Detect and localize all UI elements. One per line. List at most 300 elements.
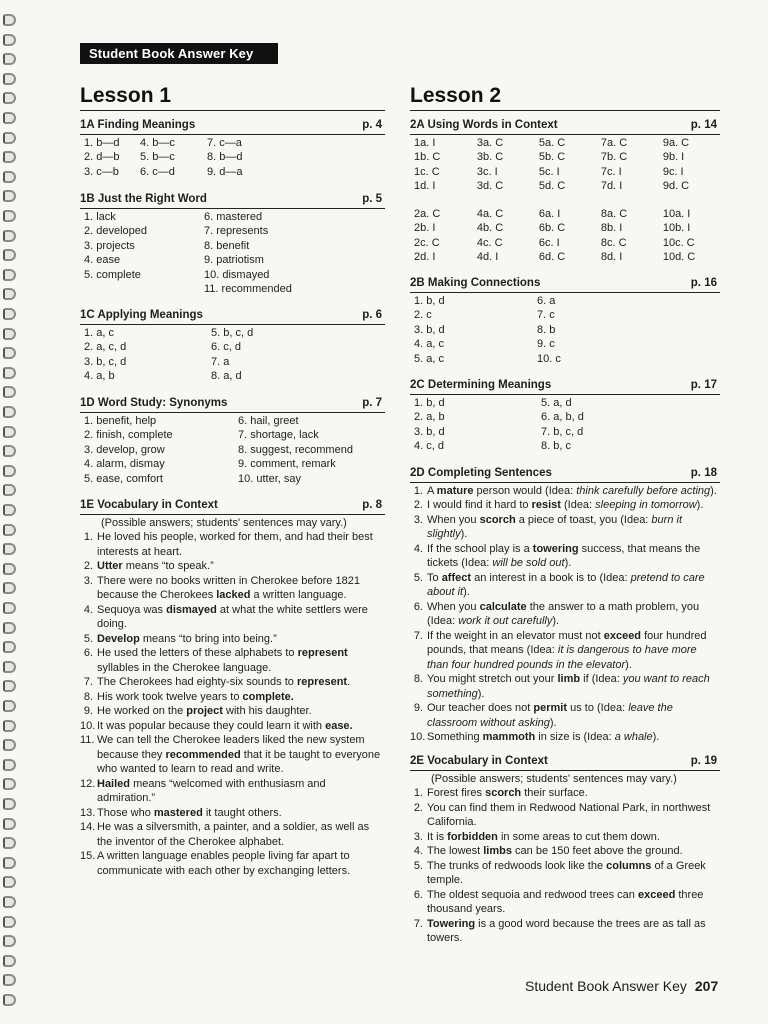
text-segment: is a good word because the trees are as tall as towers. [427, 917, 706, 944]
text-segment: I would find it hard to [427, 499, 532, 511]
answer-cell: 1. benefit, help [84, 414, 157, 427]
vocab-word: calculate [479, 600, 527, 613]
answer-cell: 6a. I [538, 207, 561, 220]
answer-cell: 7. c [537, 309, 555, 321]
answer-cell: 4a. C [476, 207, 504, 220]
binding-ring [3, 818, 16, 830]
answer-row [410, 165, 720, 180]
text-segment: of a Greek temple. [427, 859, 706, 886]
item-number: 6. [83, 647, 93, 659]
binding-ring [3, 700, 16, 712]
item-number: 6. [413, 888, 423, 901]
item-number: 4. [83, 603, 93, 616]
item-text [427, 672, 720, 701]
answer-cell: 3. b, d [414, 425, 445, 438]
binding-ring [3, 445, 16, 457]
answer-cell: 7. a [211, 355, 230, 368]
answer-item [410, 513, 720, 542]
answer-cell: 2b. I [414, 222, 436, 234]
item-text [427, 701, 720, 730]
answer-cell: 2. d—b [84, 151, 120, 163]
binding-ring [3, 759, 16, 771]
answer-cell: 2. a, c, d [84, 341, 127, 353]
vocab-word: towering [532, 542, 579, 555]
answer-item [410, 830, 720, 845]
answer-row [410, 410, 720, 425]
answer-row [80, 282, 385, 297]
item-text [97, 777, 385, 806]
binding-ring [3, 994, 16, 1006]
text-segment: A written language enables people living far apart to communicate with each other by exchanging letters. [97, 850, 351, 877]
binding-ring [3, 837, 16, 849]
page-ref: p. 5 [362, 193, 382, 205]
item-number: 10. [410, 731, 426, 743]
binding-ring [3, 974, 16, 986]
answer-cell: 7. b, c, d [541, 425, 584, 438]
text-segment: You can find them in Redwood National Park, in northwest California. [427, 801, 711, 828]
item-text [427, 498, 720, 513]
answer-row [80, 472, 385, 487]
item-number: 9. [83, 705, 93, 717]
answer-cell: 10. utter, say [238, 472, 301, 485]
answer-cell: 6d. C [538, 251, 566, 263]
text-segment: When you [427, 513, 480, 526]
binding-ring [3, 210, 16, 222]
answer-grid [410, 396, 720, 454]
item-number: 1. [83, 531, 93, 543]
binding-ring [3, 288, 16, 300]
answer-row [80, 326, 385, 341]
answer-cell: 4. a, b [84, 370, 115, 382]
vocab-word: mastered [153, 806, 203, 819]
answer-grid [80, 414, 385, 487]
answer-cell: 1. b, d [414, 396, 445, 409]
text-segment: their surface. [521, 787, 588, 799]
item-number: 9. [413, 702, 423, 714]
answer-item [410, 859, 720, 888]
binding-ring [3, 465, 16, 477]
answer-cell: 2. a, b [414, 411, 445, 423]
answer-cell: 4b. C [476, 222, 504, 234]
answer-cell: 8a. C [600, 207, 628, 220]
answer-item [410, 571, 720, 600]
answer-cell: 6. c—d [140, 165, 175, 178]
answer-item [80, 719, 385, 734]
answer-row [410, 150, 720, 165]
answer-item [80, 777, 385, 806]
binding-ring [3, 367, 16, 379]
answer-cell: 6c. I [538, 236, 560, 249]
vocab-word: ease. [325, 719, 353, 732]
binding-ring [3, 230, 16, 242]
item-number: 5. [413, 859, 423, 872]
answer-cell: 5. b—c [140, 151, 175, 163]
item-number: 3. [413, 830, 423, 843]
text-segment: a written language. [250, 589, 347, 601]
text-segment: If the weight in an elevator must not [427, 629, 604, 642]
lesson-1-title: Lesson 1 [80, 84, 385, 111]
answer-item [410, 888, 720, 917]
answer-cell: 5b. C [538, 151, 566, 163]
item-number: 8. [413, 673, 423, 685]
vocab-word: Hailed [97, 777, 131, 790]
binding-ring [3, 14, 16, 26]
answer-row [80, 428, 385, 443]
answer-item [410, 786, 720, 801]
binding-ring [3, 582, 16, 594]
binding-ring [3, 876, 16, 888]
answer-cell: 2d. I [414, 251, 436, 263]
answer-row [410, 308, 720, 323]
answer-item [80, 704, 385, 719]
item-number: 8. [83, 690, 93, 703]
vocab-word: mature [436, 484, 474, 497]
answer-row [410, 337, 720, 352]
vocab-word: complete. [242, 690, 294, 703]
binding-ring [3, 563, 16, 575]
answer-cell: 8. b—d [207, 151, 243, 163]
answer-row [80, 136, 385, 151]
item-number: 7. [413, 629, 423, 642]
answer-row [80, 340, 385, 355]
answer-cell: 2. developed [84, 225, 147, 237]
text-segment: an interest in a book is to (Idea: [471, 571, 631, 584]
item-text [97, 820, 385, 849]
item-text [97, 530, 385, 559]
answer-cell: 3. c—b [84, 165, 119, 178]
answer-row [410, 439, 720, 454]
answer-row [410, 136, 720, 151]
vocab-word: exceed [637, 888, 676, 901]
possible-answers-note: (Possible answers; students' sentences may vary.) [431, 772, 677, 785]
answer-item [410, 484, 720, 499]
answer-row [80, 239, 385, 254]
answer-cell: 8c. C [600, 236, 627, 249]
answer-cell: 5. b, c, d [211, 326, 254, 339]
answer-row [410, 250, 720, 265]
answer-cell: 5a. C [538, 136, 566, 149]
vocab-word: scorch [485, 787, 522, 799]
answer-key-banner: Student Book Answer Key [80, 43, 278, 64]
lesson-2-title: Lesson 2 [410, 84, 720, 111]
answer-cell: 7a. C [600, 136, 628, 149]
answer-cell: 4d. I [476, 251, 499, 263]
idea-text: sleeping in tomorrow [595, 499, 697, 511]
item-text [427, 513, 720, 542]
item-number: 11. [80, 734, 95, 746]
vocab-word: exceed [603, 629, 642, 642]
section-header [410, 466, 720, 483]
vocab-word: represent [296, 676, 348, 688]
binding-ring [3, 798, 16, 810]
item-text [427, 844, 720, 859]
answer-cell: 10d. C [662, 251, 696, 263]
item-number: 6. [413, 600, 423, 613]
item-text [427, 859, 720, 888]
section-2c [410, 378, 720, 454]
section-header [80, 118, 385, 135]
answer-cell: 5. complete [84, 268, 141, 281]
answer-row [80, 355, 385, 370]
section-title: 2E Vocabulary in Context [410, 755, 548, 767]
answer-cell: 1d. I [414, 180, 436, 192]
section-title: 2C Determining Meanings [410, 379, 552, 391]
vocab-word: scorch [479, 513, 516, 526]
answer-cell: 10c. C [662, 236, 695, 249]
answer-cell: 4. b—c [140, 136, 175, 149]
text-segment: means “welcomed with enthusiasm and admiration.” [97, 777, 326, 804]
answer-item [410, 844, 720, 859]
answer-item [410, 498, 720, 513]
answer-cell: 9. d—a [207, 165, 243, 178]
text-segment: ). [463, 586, 470, 598]
binding-ring [3, 190, 16, 202]
text-segment: He used the letters of these alphabets to [97, 647, 298, 659]
binding-ring [3, 622, 16, 634]
text-segment: . [347, 676, 351, 688]
answer-grid [80, 136, 385, 180]
idea-text: a whale [614, 731, 653, 743]
answer-item [80, 806, 385, 821]
answer-cell: 1. lack [84, 210, 116, 223]
answer-row [410, 323, 720, 338]
answer-cell: 4. ease [84, 254, 121, 266]
answer-grid [410, 136, 720, 265]
answer-cell: 7. shortage, lack [238, 429, 319, 441]
item-text [97, 646, 385, 675]
section-header [80, 192, 385, 209]
section-title: 2B Making Connections [410, 277, 541, 289]
text-segment: three thousand years. [427, 888, 704, 915]
binding-ring [3, 386, 16, 398]
section-title: 1C Applying Meanings [80, 309, 203, 321]
text-segment: Those who [97, 806, 154, 819]
page-ref: p. 8 [362, 499, 382, 511]
answer-item [410, 542, 720, 571]
binding-ring [3, 524, 16, 536]
binding-ring [3, 857, 16, 869]
text-segment: person would (Idea: [473, 484, 577, 497]
item-number: 2. [413, 499, 423, 511]
answer-row [410, 425, 720, 440]
answer-cell: 7c. I [600, 165, 622, 178]
binding-ring [3, 739, 16, 751]
answer-item [80, 603, 385, 632]
answer-row [80, 369, 385, 384]
text-segment: a piece of toast, you (Idea: [515, 513, 652, 526]
text-segment: ). [552, 615, 560, 627]
item-number: 5. [413, 571, 423, 584]
answer-cell: 3. b, c, d [84, 355, 127, 368]
text-segment: means “to bring into being.” [139, 632, 277, 645]
answer-cell: 9b. I [662, 151, 685, 163]
vocab-word: recommended [165, 748, 241, 761]
answer-item [410, 730, 720, 745]
text-segment: A [427, 484, 437, 497]
text-segment: in size is (Idea: [535, 731, 615, 743]
text-segment: The lowest [427, 845, 484, 857]
answer-row [410, 221, 720, 236]
answer-cell: 4. a, c [414, 338, 444, 350]
item-number: 12. [80, 777, 96, 790]
answer-cell: 2c. C [414, 236, 440, 249]
text-segment: You might stretch out your [427, 673, 558, 685]
answer-cell: 8. b [537, 323, 556, 336]
answer-item [80, 675, 385, 690]
answer-list [410, 484, 720, 745]
answer-item [80, 849, 385, 878]
section-title: 1E Vocabulary in Context [80, 499, 218, 511]
text-segment: ). [460, 528, 468, 540]
text-segment: Something [427, 731, 483, 743]
text-segment: it taught others. [202, 806, 282, 819]
item-text [97, 574, 385, 603]
section-header [80, 308, 385, 325]
answer-cell [84, 282, 204, 297]
answer-cell: 4. c, d [414, 440, 444, 452]
answer-row [80, 443, 385, 458]
page-ref: p. 19 [690, 755, 717, 767]
vocab-word: Utter [97, 560, 123, 572]
item-number: 3. [83, 574, 93, 587]
answer-cell: 7b. C [600, 151, 628, 163]
text-segment: There were no books written in Cherokee before 1821 because the Cherokees [97, 574, 360, 601]
item-text [427, 542, 720, 571]
binding-ring [3, 151, 16, 163]
item-text [97, 690, 385, 705]
answer-cell: 2a. C [414, 207, 441, 220]
answer-cell: 1. a, c [84, 326, 114, 339]
binding-ring [3, 132, 16, 144]
binding-ring [3, 328, 16, 340]
section-header [80, 396, 385, 413]
text-segment: ). [549, 716, 557, 729]
text-segment: His work took twelve years to [97, 690, 243, 703]
text-segment: ). [477, 687, 485, 700]
answer-item [410, 801, 720, 830]
binding-ring [3, 680, 16, 692]
text-segment: It was popular because they could learn it with [97, 719, 326, 732]
answer-item [80, 733, 385, 777]
item-text [97, 603, 385, 632]
answer-cell: 5d. C [538, 180, 566, 192]
section-2a [410, 118, 720, 265]
section-1d [80, 396, 385, 486]
answer-cell: 10a. I [662, 207, 691, 220]
binding-ring [3, 935, 16, 947]
answer-cell: 1b. C [414, 151, 441, 163]
answer-cell: 5. ease, comfort [84, 472, 163, 485]
binding-ring [3, 543, 16, 555]
section-header [410, 276, 720, 293]
text-segment: He was a silversmith, a painter, and a soldier, as well as the inventor of the Cherokee alphabet. [97, 821, 370, 848]
answer-cell: 10. c [537, 352, 561, 365]
idea-text: pretend to care about it [427, 571, 705, 598]
item-number: 1. [413, 484, 423, 497]
item-number: 4. [413, 845, 423, 857]
binding-ring [3, 504, 16, 516]
binding-ring [3, 34, 16, 46]
answer-cell: 8. suggest, recommend [238, 443, 353, 456]
item-text [97, 559, 385, 574]
item-number: 7. [83, 676, 93, 688]
item-text [427, 484, 720, 499]
section-2d [410, 466, 720, 745]
binding-ring [3, 308, 16, 320]
answer-row [80, 165, 385, 180]
vocab-word: limbs [483, 845, 512, 857]
answer-cell: 6. a, b, d [541, 411, 584, 423]
section-header [410, 754, 720, 771]
answer-item [80, 530, 385, 559]
binding-ring [3, 484, 16, 496]
answer-item [80, 559, 385, 574]
text-segment: at what the white settlers were doing. [97, 603, 368, 630]
answer-item [410, 629, 720, 673]
answer-row [410, 396, 720, 411]
binding-ring [3, 641, 16, 653]
item-text [427, 917, 720, 946]
answer-row [80, 414, 385, 429]
answer-grid [80, 210, 385, 297]
text-segment: Our teacher does not [427, 702, 534, 714]
answer-cell: 10. dismayed [204, 268, 270, 281]
text-segment: The trunks of redwoods look like the [427, 859, 607, 872]
answer-item [80, 632, 385, 647]
item-text [97, 719, 385, 734]
answer-cell: 6. mastered [204, 210, 263, 223]
answer-item [410, 600, 720, 629]
item-text [427, 600, 720, 629]
text-segment: ). [696, 499, 704, 511]
possible-answers-note: (Possible answers; students' sentences may vary.) [101, 516, 347, 529]
text-segment: Sequoya was [97, 603, 167, 616]
answer-cell: 6b. C [538, 222, 566, 234]
binding-ring [3, 92, 16, 104]
answer-row [410, 236, 720, 251]
text-segment: syllables in the Cherokee language. [97, 661, 272, 674]
text-segment: To [427, 571, 442, 584]
text-segment: He worked on the [97, 705, 187, 717]
item-number: 15. [80, 850, 96, 862]
answer-cell: 2. finish, complete [84, 429, 173, 441]
answer-cell: 10b. I [662, 222, 691, 234]
text-segment: four hundred pounds, that means (Idea: [427, 629, 707, 656]
answer-item [80, 820, 385, 849]
text-segment: if (Idea: [580, 673, 623, 685]
answer-cell: 8d. I [600, 251, 623, 263]
binding-ring [3, 171, 16, 183]
binding-ring [3, 955, 16, 967]
text-segment: It is [427, 830, 448, 843]
vocab-word: permit [533, 702, 568, 714]
answer-cell: 1. b, d [414, 294, 445, 307]
item-number: 2. [83, 560, 93, 572]
answer-item [410, 917, 720, 946]
vocab-word: limb [557, 673, 581, 685]
page-ref: p. 6 [362, 309, 382, 321]
page-ref: p. 4 [362, 119, 382, 131]
page-ref: p. 18 [690, 467, 717, 479]
vocab-word: mammoth [482, 731, 536, 743]
text-segment: us to (Idea: [567, 702, 629, 714]
answer-cell: 3b. C [476, 151, 504, 163]
answer-cell: 3. projects [84, 239, 135, 252]
section-title: 2D Completing Sentences [410, 467, 552, 479]
answer-row [80, 268, 385, 283]
text-segment: He loved his people, worked for them, and had their best interests at heart. [97, 531, 373, 558]
answer-cell: 1a. I [414, 136, 436, 149]
